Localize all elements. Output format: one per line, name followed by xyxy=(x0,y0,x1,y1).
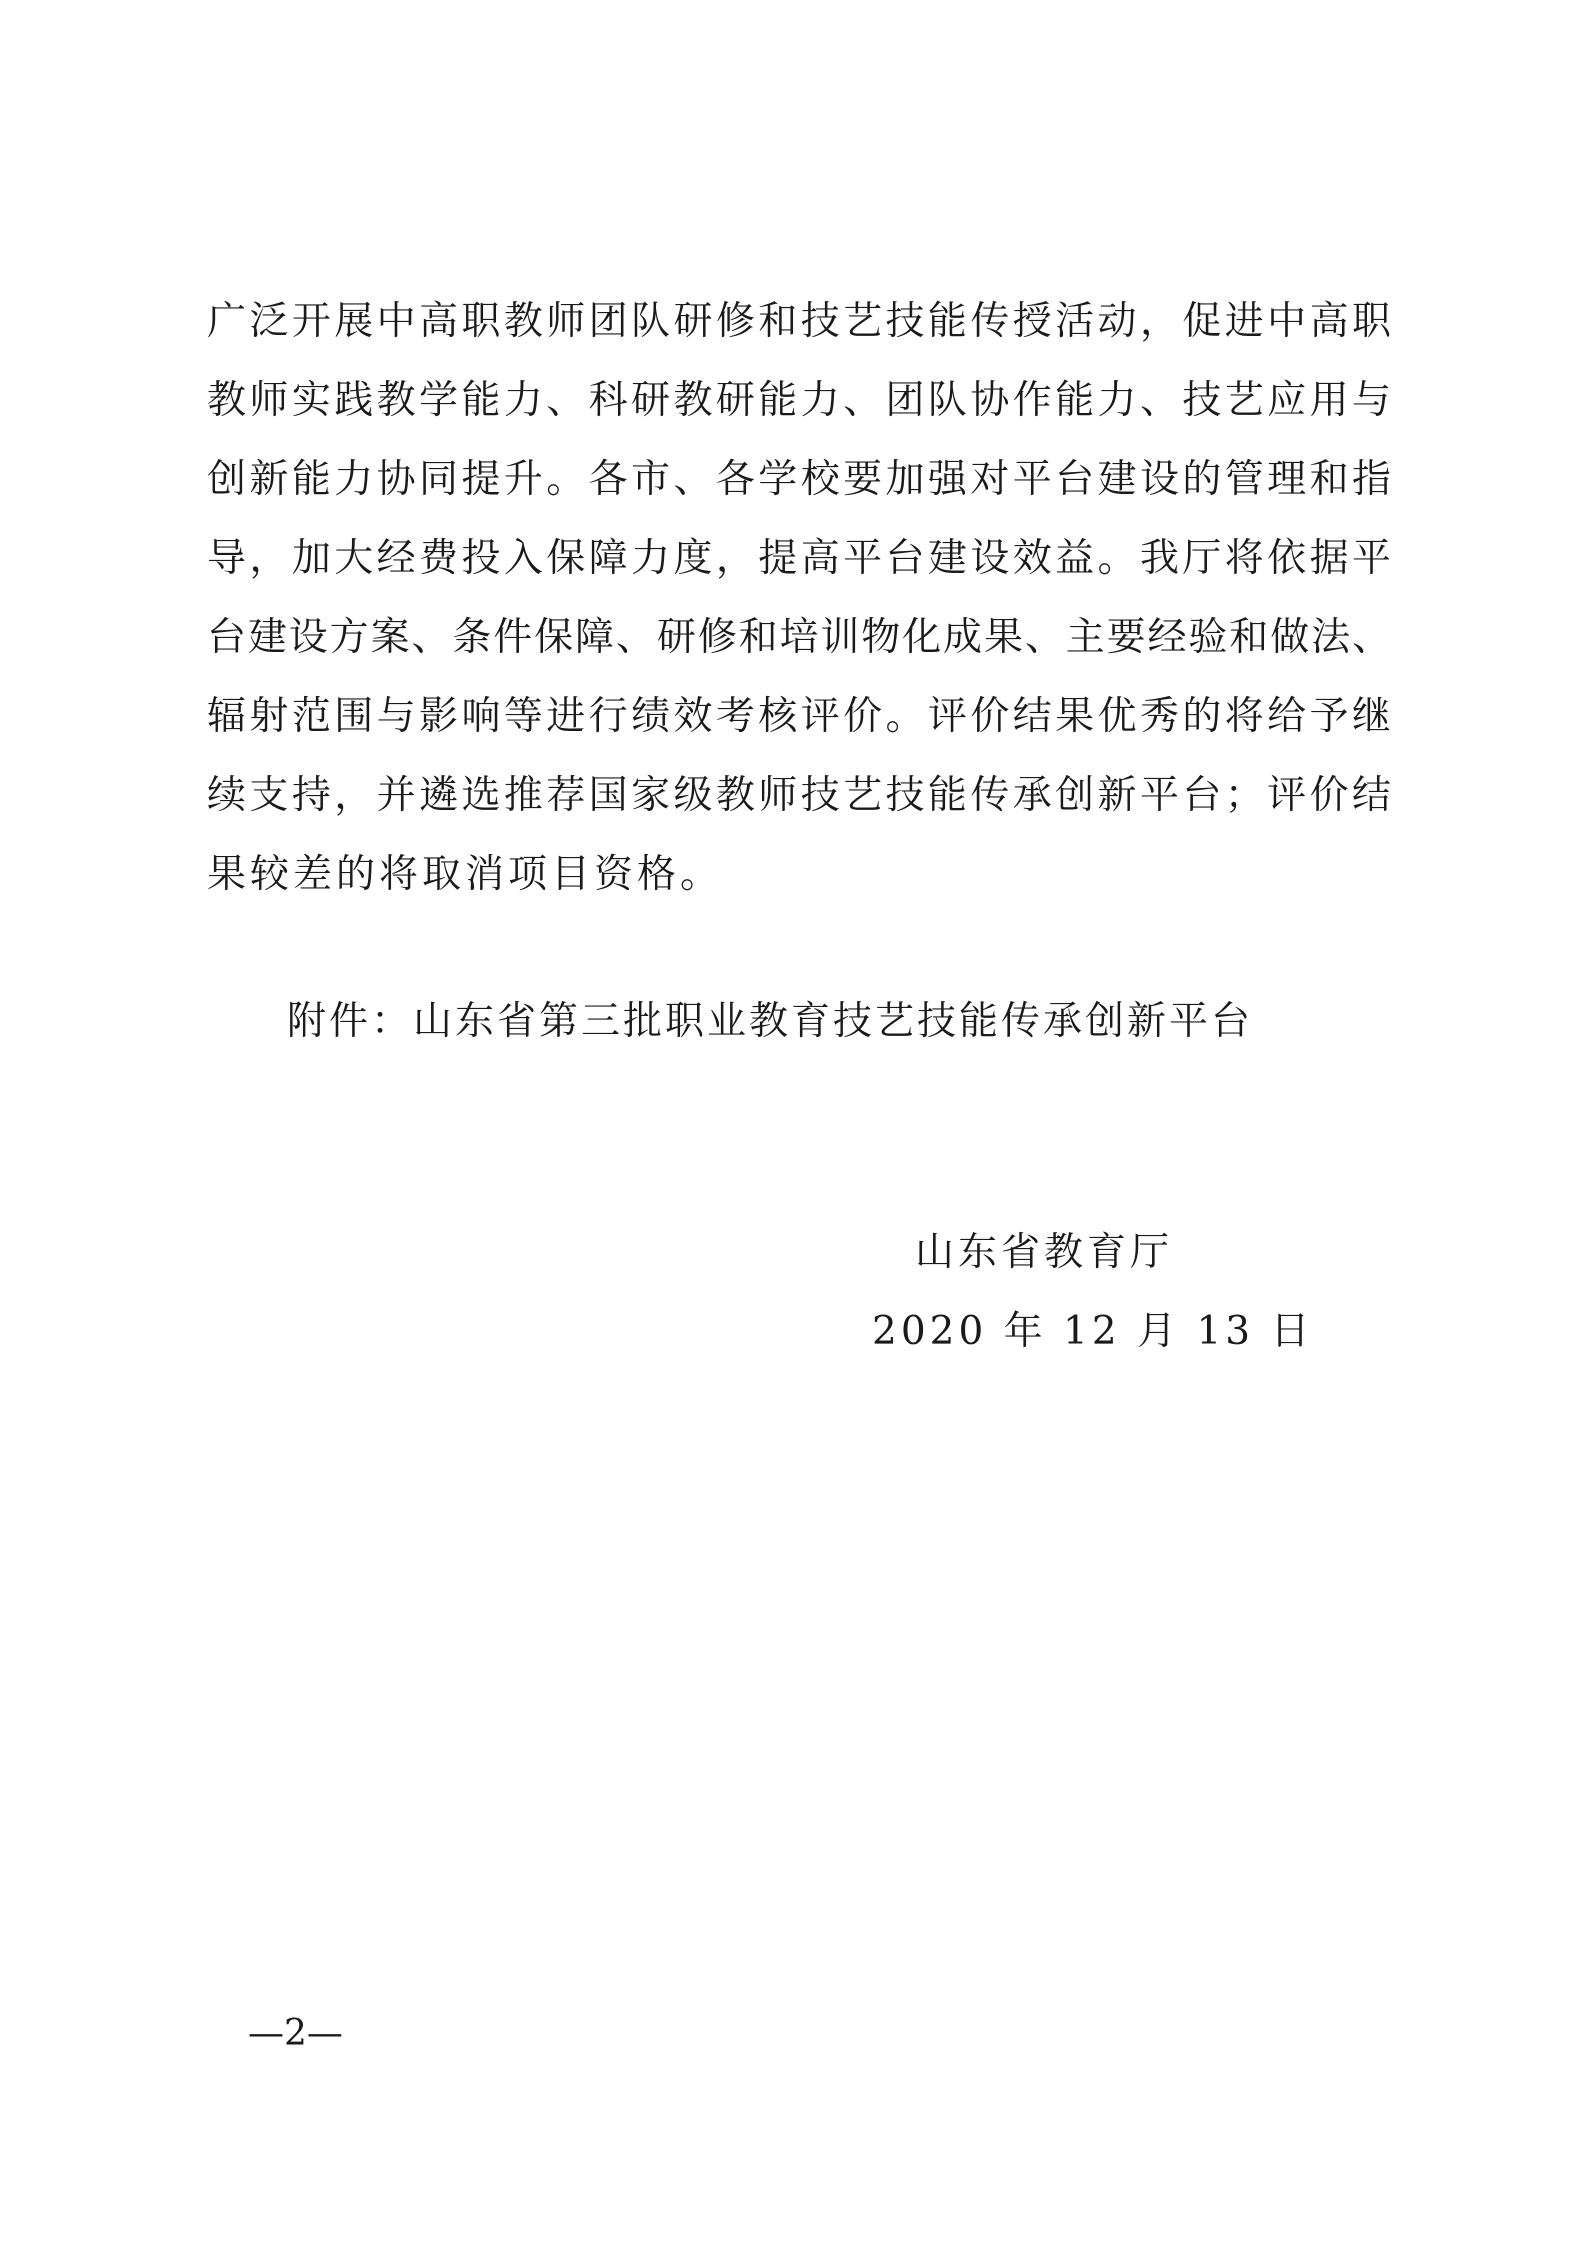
issuer-name: 山东省教育厅 xyxy=(915,1230,1174,1275)
attachment-note: 附件：山东省第三批职业教育技艺技能传承创新平台 xyxy=(287,999,1254,1044)
body-line-1: 广泛开展中高职教师团队研修和技艺技能传授活动，促进中高职 xyxy=(207,299,1392,344)
issue-date: 2020 年 12 月 13 日 xyxy=(872,1309,1314,1354)
body-line-8: 果较差的将取消项目资格。 xyxy=(207,852,724,897)
page-number: —2— xyxy=(248,2013,343,2054)
body-line-7: 续支持，并遴选推荐国家级教师技艺技能传承创新平台；评价结 xyxy=(207,773,1392,818)
body-line-4: 导，加大经费投入保障力度，提高平台建设效益。我厅将依据平 xyxy=(207,536,1392,581)
body-line-3: 创新能力协同提升。各市、各学校要加强对平台建设的管理和指 xyxy=(207,457,1392,502)
body-line-2: 教师实践教学能力、科研教研能力、团队协作能力、技艺应用与 xyxy=(207,378,1392,423)
body-line-6: 辐射范围与影响等进行绩效考核评价。评价结果优秀的将给予继 xyxy=(207,694,1392,739)
body-line-5: 台建设方案、条件保障、研修和培训物化成果、主要经验和做法、 xyxy=(207,615,1392,660)
